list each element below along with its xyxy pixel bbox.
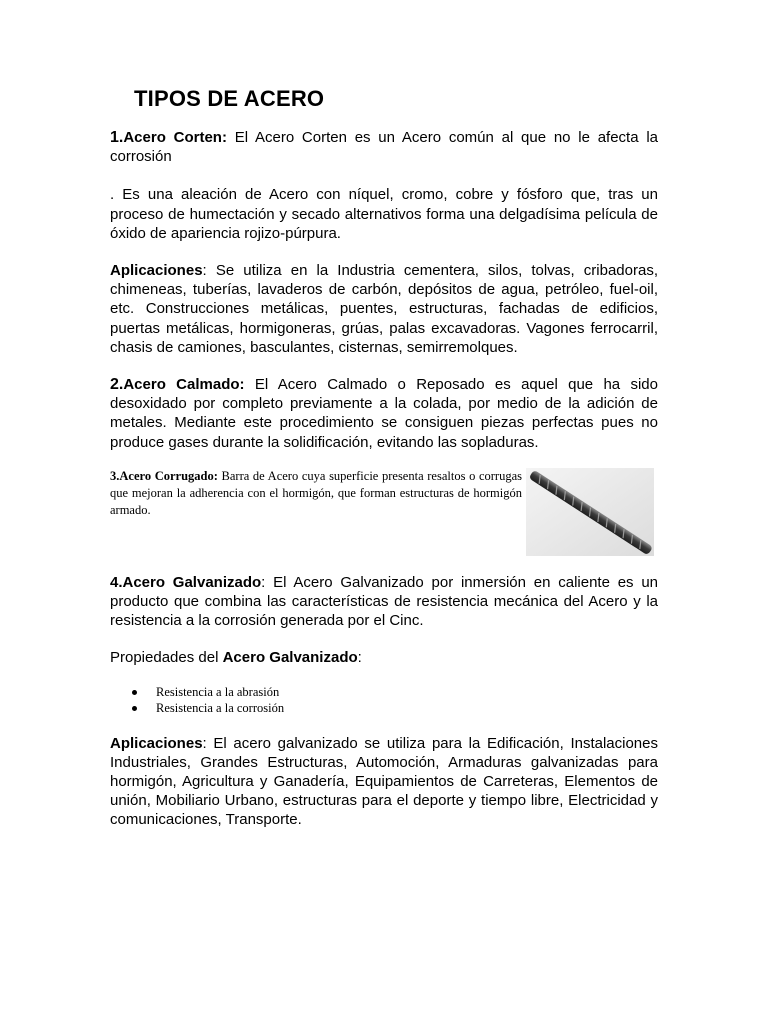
galvanizado-paragraph — [110, 573, 658, 631]
propiedades-list — [110, 684, 658, 716]
rebar-photo — [526, 468, 654, 556]
aplicaciones-paragraph-1 — [110, 261, 658, 357]
corten-paragraph — [110, 128, 658, 166]
list-item-text: Resistencia a la abrasión — [156, 684, 280, 699]
section-heading: Acero Calmado: — [123, 376, 245, 394]
section-heading: 4.Acero Galvanizado — [110, 573, 262, 591]
section-heading: Acero Corten: — [123, 129, 227, 146]
corrugado-paragraph — [110, 468, 522, 519]
propiedades-line — [110, 648, 658, 667]
corten-detail-paragraph: . Es una aleación de Acero con níquel, cromo, cobre y fósforo que, tras un proceso de humectación y secado alternativos forma una delgadísima película de óxido de apariencia rojizo-púrpura. — [110, 186, 658, 242]
aplicaciones-paragraph-2 — [110, 734, 658, 830]
section-text: : El Acero Galvanizado por inmersión en caliente es un producto que combina las características de resistencia mecánica del Acero y la resistencia a la corrosión generada por el Cinc. — [110, 573, 659, 630]
calmado-paragraph — [110, 375, 658, 452]
aplicaciones-text: : El acero galvanizado se utiliza para la Edificación, Instalaciones Industriales, Grandes Estructuras, Automoción, Armaduras galvanizadas para hormigón, Agricultura y Ganadería, Equipamientos de Carreteras, Elementos de unión, Mobiliario Urbano, estructuras para el deporte y tiempo libre, Electricidad y comunicaciones, Transporte. — [110, 734, 658, 829]
section-heading: 3.Acero Corrugado: — [110, 468, 218, 483]
section-text: El Acero Corten es un Acero común al que no le afecta la corrosión — [110, 129, 658, 166]
page-title: TIPOS DE ACERO — [134, 86, 325, 111]
document-body — [110, 128, 658, 830]
aplicaciones-label: Aplicaciones — [110, 734, 203, 752]
section-text: El Acero Calmado o Reposado es aquel que ha sido desoxidado por completo previamente a la colada, por medio de la adición de metales. Mediante este procedimiento se consiguen piezas perfectas pues no produce gases durante la solidificación, evitando las sopladuras. — [110, 376, 658, 451]
aplicaciones-text: : Se utiliza en la Industria cementera, silos, tolvas, cribadoras, chimeneas, tuberías, lavaderos de carbón, depósitos de agua, petróleo, fuel-oil, etc. Construcciones metálicas, puentes, estructuras, fachadas de edificios, puertas metálicas, hormigoneras, grúas, palas excavadoras. Vagones ferrocarril, chasis de camiones, basculantes, cisternas, semirremolques. — [110, 262, 658, 356]
list-item — [110, 684, 658, 700]
section-number: 2. — [110, 376, 124, 394]
section-text: Barra de Acero cuya superficie presenta resaltos o corrugas que mejoran la adherencia con el hormigón, que forman estructuras de hormigón armado. — [110, 468, 522, 517]
aplicaciones-label: Aplicaciones — [110, 262, 203, 280]
propiedades-prefix: Propiedades del — [110, 649, 223, 667]
section-number: 1. — [110, 129, 124, 146]
propiedades-suffix: : — [357, 649, 362, 667]
bullet-icon — [132, 690, 137, 695]
bullet-icon — [132, 706, 137, 711]
list-item — [110, 700, 658, 716]
propiedades-name: Acero Galvanizado — [222, 649, 358, 667]
corrugado-block — [110, 468, 658, 556]
list-item-text: Resistencia a la corrosión — [156, 700, 285, 715]
